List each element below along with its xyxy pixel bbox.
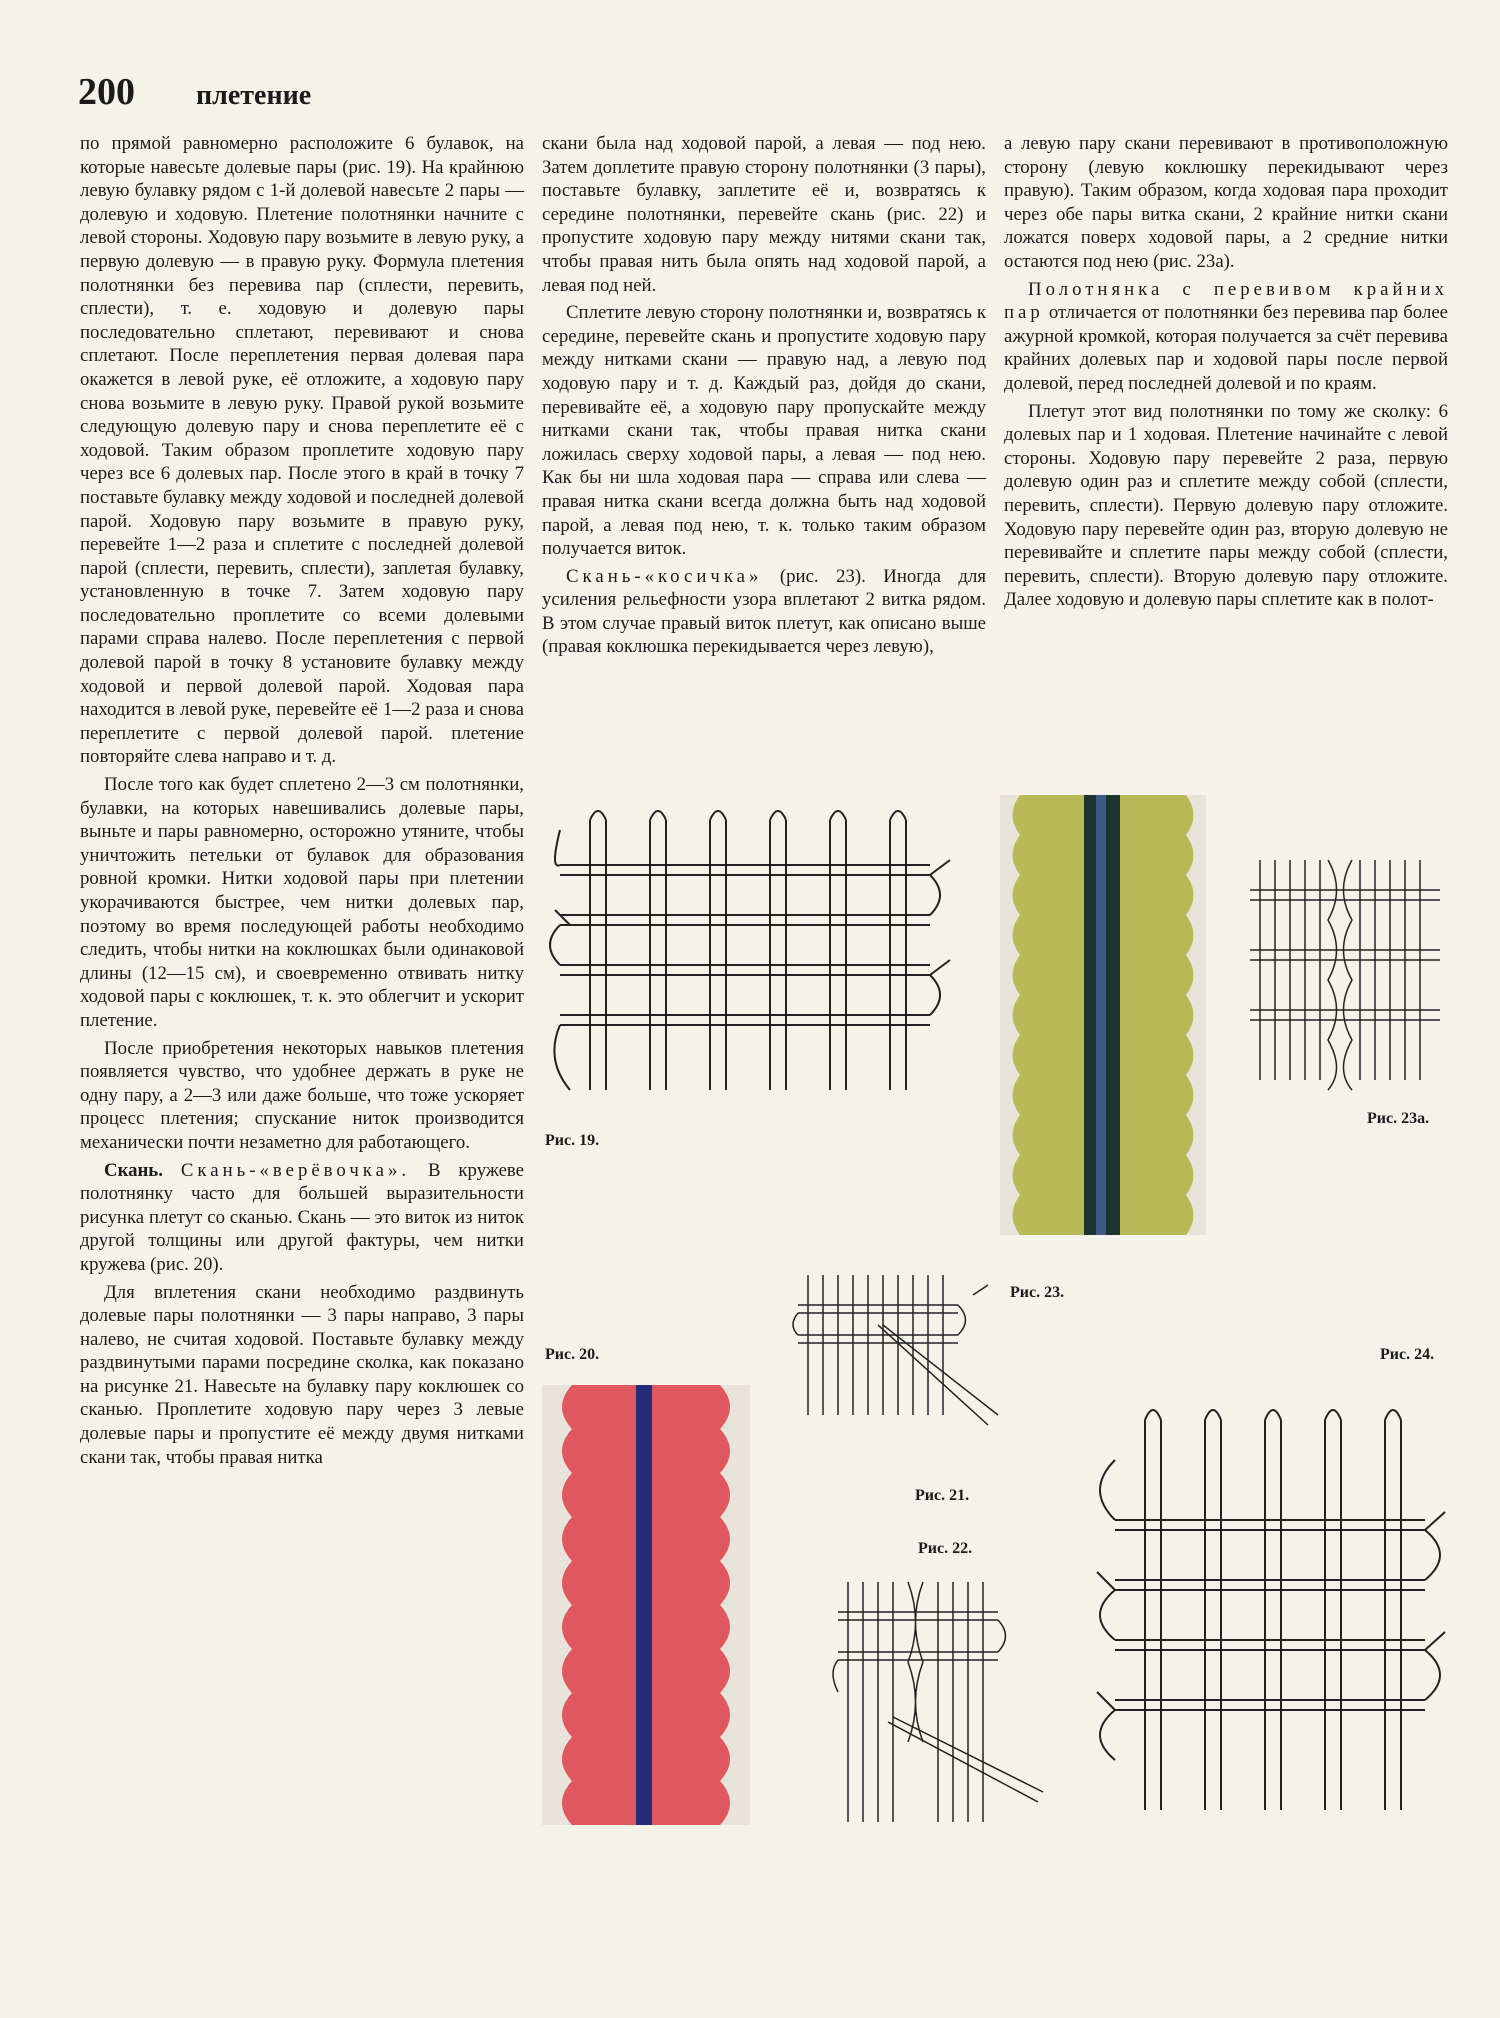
figure-19-diagram — [550, 790, 970, 1110]
text-column-3 — [1004, 132, 1448, 616]
paragraph: а левую пару скани перевивают в противоположную сторону (левую коклюшку перекидывают через правую). Таким образом, когда ходовая пара проходит через обе пары витка скани, 2 крайние нитки скани ложатся поверх ходовой пары, а 2 средние нитки остаются под нею (рис. 23а). — [1004, 133, 1448, 272]
paragraph: по прямой равномерно расположите 6 булавок, на которые навесьте долевые пары (рис. 19). На крайнюю левую булавку рядом с 1-й долевой навесьте 2 пары — долевую и ходовую. Плетение полотнянки начните с левой стороны. Ходовую пару возьмите в левую руку, а первую долевую — в правую руку. Формула плетения полотнянки без перевива пар (сплести, перевить, сплести), т. е. ходовую и долевую пары последовательно сплетают, перевивают и снова сплетают. После переплетения первая долевая пара окажется в левой руке, её отложите, а ходовую пару снова возьмите в левую руку. Правой рукой возьмите следующую долевую пару и снова переплетите её с ходовой. Таким образом проплетите ходовую пару через все 6 долевых пар. После этого в край в точку 7 поставьте булавку между ходовой и последней долевой парой. Ходовую пару возьмите в правую руку, перевейте 1—2 раза и сплетите с последней долевой парой (сплести, перевить, сплести), заплетая булавку, установленную в точке 7. Затем ходовую пару последовательно проплетите со всеми долевыми парами справа налево. После переплетения с первой долевой парой в точку 8 установите булавку между ходовой и первой долевой парой. Ходовая пара находится в левой руке, перевейте её 1—2 раза и снова переплетите с первой долевой парой. плетение повторяйте слева направо и т. д. — [80, 133, 524, 768]
figure-22-diagram — [828, 1572, 1048, 1832]
figure-22-caption: Рис. 22. — [918, 1540, 973, 1557]
paragraph: Для вплетения скани необходимо раздвинуть долевые пары полотнянки — 3 пары направо, 3 пары налево, не считая ходовой. Поставьте булавку между раздвинутыми парами посредине сколка, как показано на рисунке 21. Навесьте на булавку пару коклюшек со сканью. Проплетите ходовую пару через 3 левые долевые пары и пропустите её между двумя нитками скани так, чтобы правая нитка — [80, 1281, 524, 1468]
paragraph: скани была над ходовой парой, а левая — под нею. Затем доплетите правую сторону полотнянки (3 пары), поставьте булавку, заплетите её и, возвратясь к середине полотнянки, перевейте скань (рис. 22) и пропустите ходовую пару между нитями скани так, чтобы правая нить была опять над ходовой парой, а левая под ней. — [542, 133, 986, 296]
figure-23-caption: Рис. 23. — [1010, 1284, 1065, 1301]
figure-23-photo — [1000, 795, 1206, 1235]
figure-24-diagram — [1085, 1400, 1455, 1820]
figure-24-caption: Рис. 24. — [1380, 1346, 1435, 1363]
text-column-1 — [80, 132, 524, 1473]
paragraph: Плетут этот вид полотнянки по тому же сколку: 6 долевых пар и 1 ходовая. Плетение начинайте с левой стороны. Ходовую пару перевейте 2 раза, первую долевую один раз и сплетите между собой (сплести, перевить, сплести). Первую долевую пару отложите. Ходовую пару перевейте один раз, вторую долевую не перевивайте и сплетите пары между собой (сплести, перевить, сплести). Вторую долевую пару отложите. Далее ходовую и долевую пары сплетите как в полот- — [1004, 400, 1448, 611]
term-skan: Скань. — [104, 1159, 163, 1181]
paragraph-kosichka — [542, 565, 986, 659]
paragraph-text: отличается от полотнянки без перевива пар более ажурной кромкой, которая получается за счёт перевива крайних долевых пар и ходовой пары после первой долевой, перед последней долевой и по краям. — [1004, 302, 1448, 394]
paragraph: После приобретения некоторых навыков плетения появляется чувство, что удобнее держать в руке не одну пару, а 2—3 или даже больше, что тоже ускоряет процесс плетения; спускание ниток производится механически почти незаметно для работающего. — [80, 1037, 524, 1153]
figure-21-diagram — [788, 1265, 1008, 1435]
figure-23a-diagram — [1250, 850, 1440, 1090]
figure-19-caption: Рис. 19. — [545, 1132, 600, 1149]
paragraph-skan — [80, 1159, 524, 1277]
paragraph-perevivom — [1004, 278, 1448, 396]
figure-20-caption: Рис. 20. — [545, 1346, 600, 1363]
paragraph: Сплетите левую сторону полотнянки и, возвратясь к середине, перевейте скань и пропустите ходовую пару между нитками скани — правую над, а левую под ходовую пару и т. д. Каждый раз, дойдя до скани, перевивайте её, а ходовую пару пропускайте между нитками скани так, чтобы правая нитка скани ложилась сверху ходовой пары, а левая — под нею. Как бы ни шла ходовая пара — справа или слева — правая нитка скани всегда должна быть над ходовой парой, а левая под нею, т. к. только таким образом получается виток. — [542, 302, 986, 560]
paragraph-text: (рис. 23). Иногда для усиления рельефности узора вплетают 2 витка рядом. В этом случае правый виток плетут, как описано выше (правая коклюшка перекидывается через левую), — [542, 565, 986, 658]
text-column-2 — [542, 132, 986, 663]
term-polotnyanka-perevivom: Полотнянка с перевивом крайних пар — [1004, 278, 1448, 324]
figure-23a-caption: Рис. 23а. — [1367, 1110, 1430, 1127]
paragraph-text: В кружеве полотнянку часто для большей выразительности рисунка плетут со сканью. Скань — это виток из ниток другой толщины или другой фактуры, чем нитки кружева (рис. 20). — [80, 1159, 524, 1275]
term-skan-kosichka: Скань-«косичка» — [566, 565, 763, 587]
paragraph: После того как будет сплетено 2—3 см полотнянки, булавки, на которых навешивались долевые пары, выньте и пары равномерно, осторожно утяните, чтобы уничтожить петельки от булавок для образования ровной кромки. Нитки ходовой пары при плетении укорачиваются быстрее, чем нитки долевых пар, поэтому во время последующей работы необходимо следить, чтобы нитки на коклюшках были одинаковой длины (12—15 см), и своевременно отвивать нитку ходовой пары с коклюшек, т. к. это облегчит и ускорит плетение. — [80, 774, 524, 1031]
section-title: плетение — [196, 80, 312, 111]
term-skan-verevochka: Скань-«верёвочка». — [180, 1159, 411, 1181]
figure-20-photo — [542, 1385, 750, 1825]
figure-21-caption: Рис. 21. — [915, 1487, 970, 1504]
page-number: 200 — [78, 71, 135, 113]
